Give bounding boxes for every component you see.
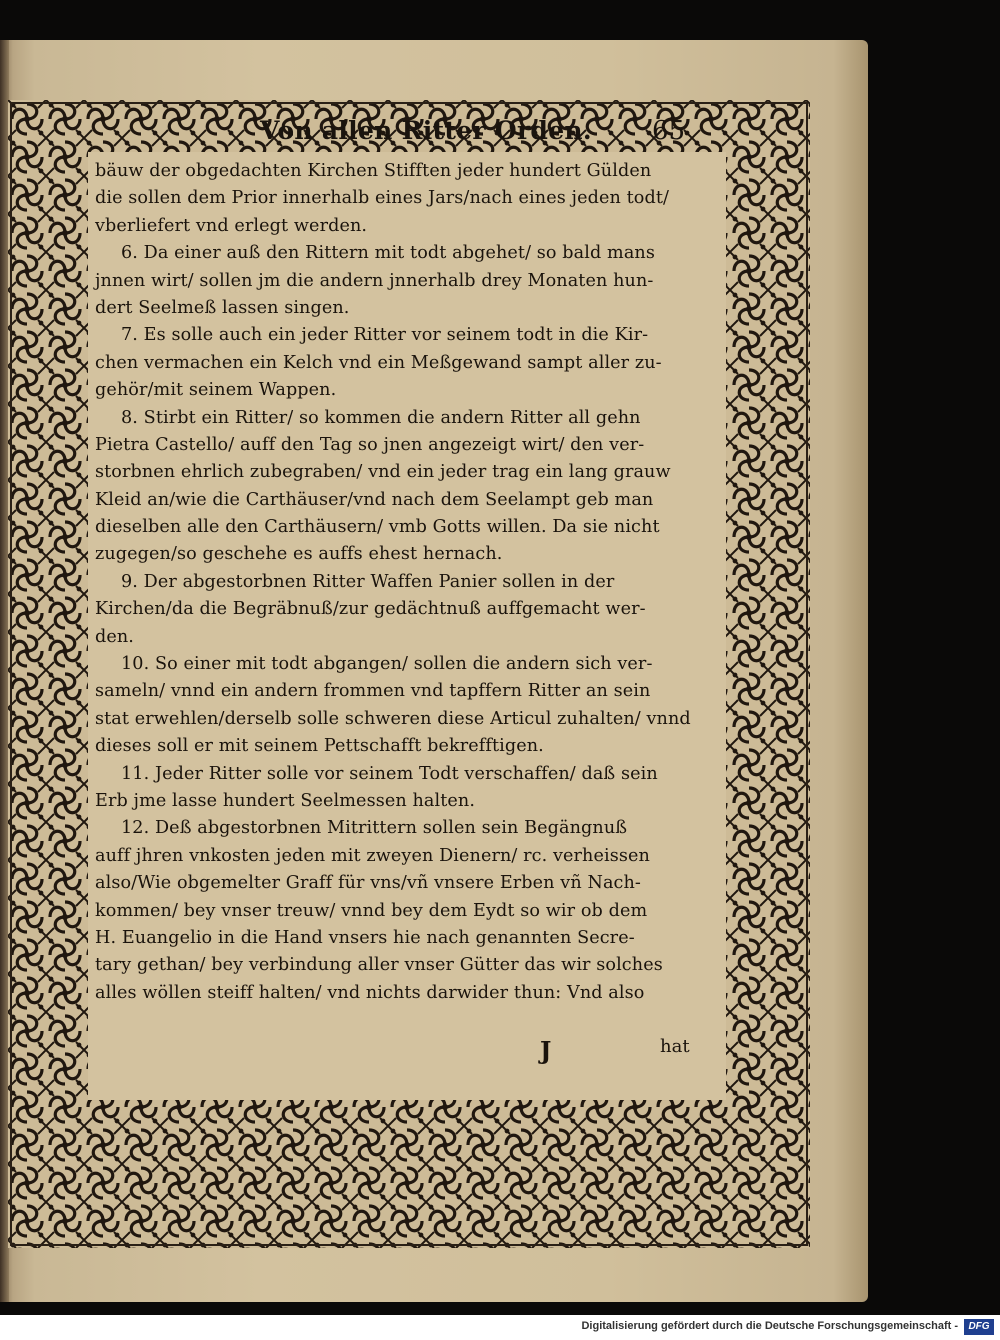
funding-bar [0,1315,1000,1340]
text-line: kommen/ bey vnser treuw/ vnnd bey dem Eydt so wir ob dem [95,900,648,921]
text-line: vberliefert vnd erlegt werden. [95,215,368,236]
text-line: chen vermachen ein Kelch vnd ein Meßgewand sampt aller zu- [95,352,662,373]
body-text [95,158,710,1007]
text-line: 6. Da einer auß den Rittern mit todt abgehet/ so bald mans [121,243,655,264]
text-line: bäuw der obgedachten Kirchen Stifften jeder hundert Gülden [95,161,652,181]
text-line: also/Wie obgemelter Graff für vns/vñ vnsere Erben vñ Nach- [95,873,641,894]
dfg-logo: DFG [964,1319,994,1335]
text-line: auff jhren vnkosten jeden mit zweyen Dienern/ rc. verheissen [95,845,650,866]
text-line: den. [95,626,134,647]
text-line: tary gethan/ bey verbindung aller vnser Gütter das wir solches [95,955,663,976]
running-head: Von allen Ritter Orden. [260,116,592,145]
text-line: gehör/mit seinem Wappen. [95,380,337,401]
catchword: hat [660,1036,690,1057]
text-line: 12. Deß abgestorbnen Mitrittern sollen sein Begängnuß [121,818,628,839]
text-line: Kirchen/da die Begräbnuß/zur gedächtnuß auffgemacht wer- [95,599,646,620]
text-line: alles wöllen steiff halten/ vnd nichts darwider thun: Vnd also [95,982,645,1003]
text-line: Pietra Castello/ auff den Tag so jnen angezeigt wirt/ den ver- [95,434,645,455]
text-line: H. Euangelio in die Hand vnsers hie nach genannten Secre- [95,927,635,948]
text-line: die sollen dem Prior innerhalb eines Jars/nach eines jeden todt/ [95,188,670,209]
text-line: stat erwehlen/derselb solle schweren diese Articul zuhalten/ vnnd [95,708,691,729]
text-line: dieses soll er mit seinem Pettschafft bekrefftigen. [95,736,544,757]
text-line: dert Seelmeß lassen singen. [95,297,350,318]
text-line: Erb jme lasse hundert Seelmessen halten. [95,790,476,811]
text-line: 10. So einer mit todt abgangen/ sollen die andern sich ver- [121,654,653,675]
text-line: dieselben alle den Carthäusern/ vmb Gotts willen. Da sie nicht [95,517,660,538]
funding-text: Digitalisierung gefördert durch die Deutsche Forschungsgemeinschaft - [581,1320,958,1332]
text-line: Kleid an/wie die Carthäuser/vnd nach dem Seelampt geb man [95,489,654,510]
text-line: jnnen wirt/ sollen jm die andern jnnerhalb drey Monaten hun- [95,270,654,291]
text-line: storbnen ehrlich zubegraben/ vnd ein jeder trag ein lang grauw [95,462,671,483]
signature-mark: J [540,1036,552,1065]
page-number: 65 [652,116,686,146]
text-line: zugegen/so geschehe es auffs ehest hernach. [95,544,503,565]
text-line: 9. Der abgestorbnen Ritter Waffen Panier sollen in der [121,571,615,592]
text-line: sameln/ vnnd ein andern frommen vnd tapffern Ritter an sein [95,681,651,702]
text-line: 11. Jeder Ritter solle vor seinem Todt verschaffen/ daß sein [121,763,658,784]
text-line: 7. Es solle auch ein jeder Ritter vor seinem todt in die Kir- [121,325,649,346]
text-line: 8. Stirbt ein Ritter/ so kommen die andern Ritter all gehn [121,407,641,428]
